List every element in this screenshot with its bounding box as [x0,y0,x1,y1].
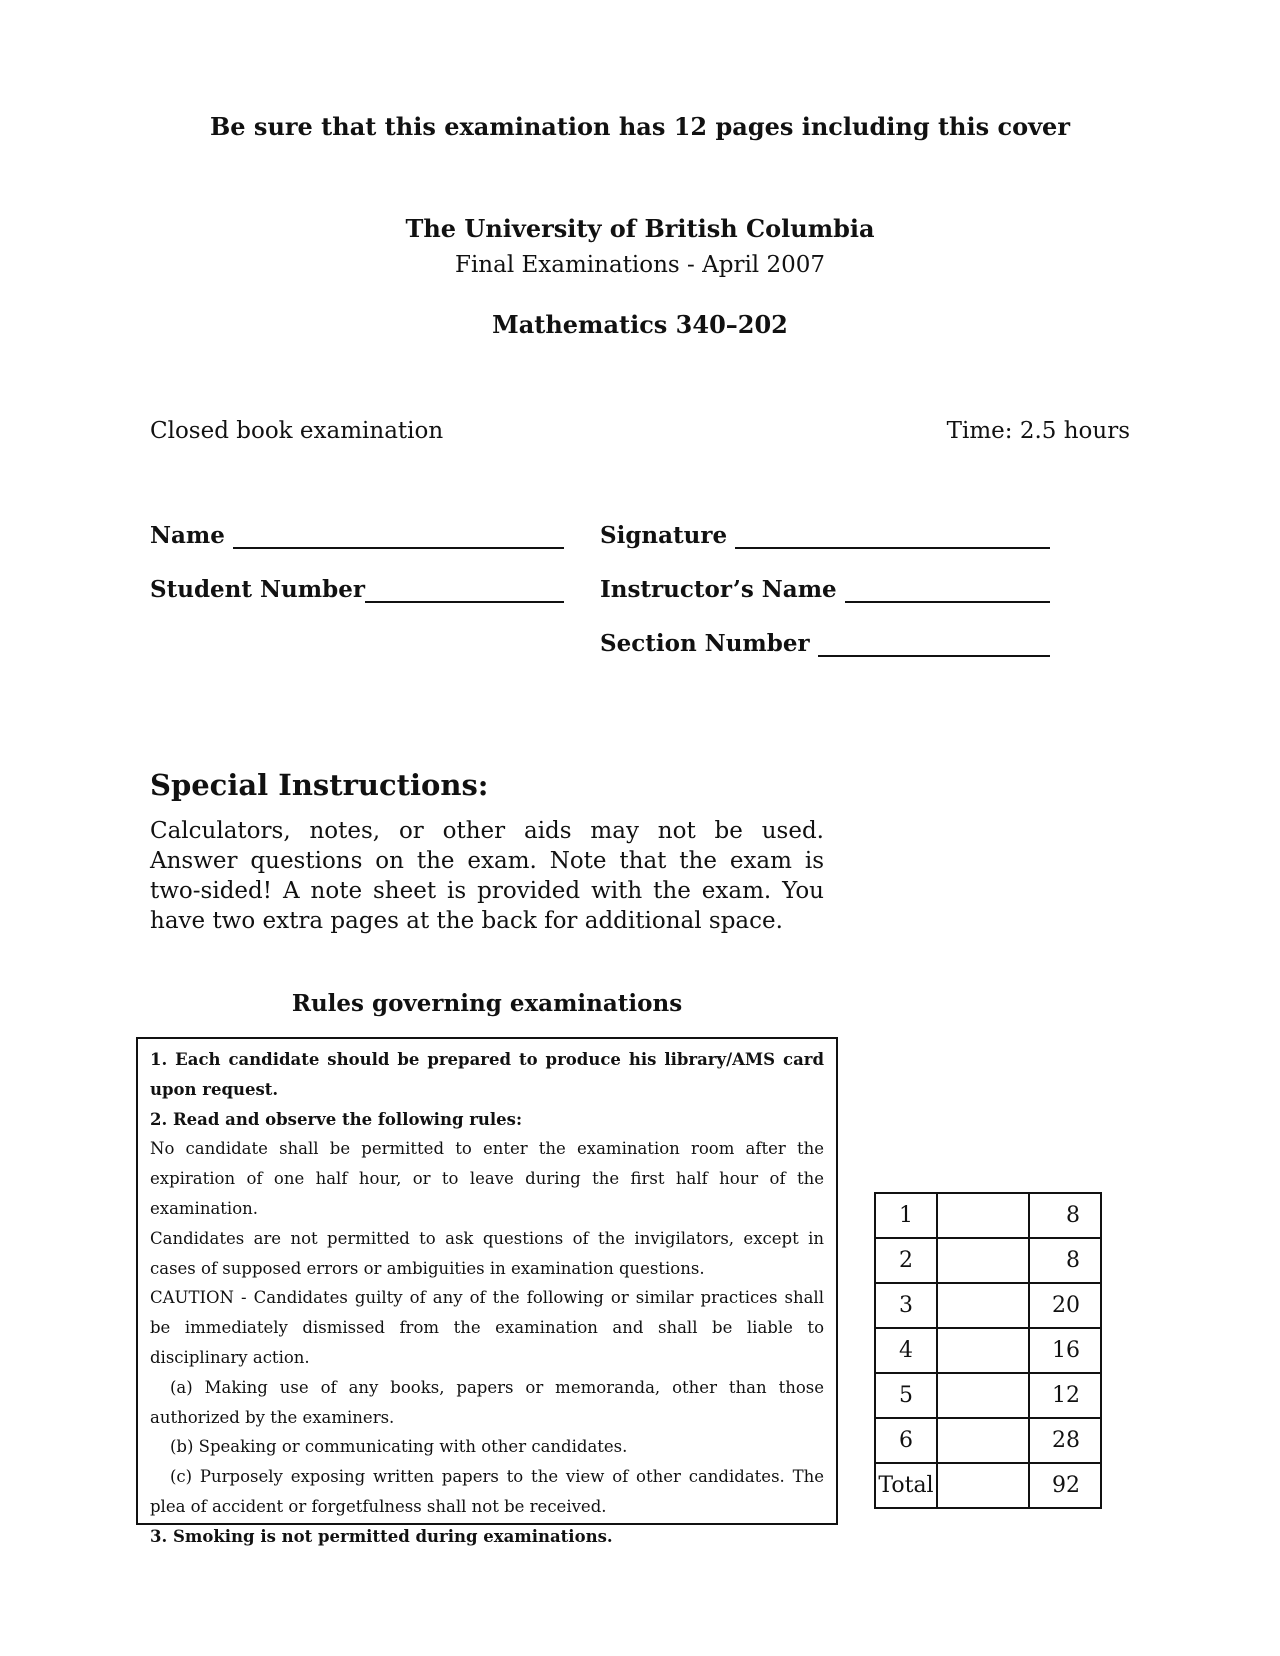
question-points: 92 [1029,1463,1101,1508]
rule-2: 2. Read and observe the following rules: [150,1109,523,1129]
university-name: The University of British Columbia [405,214,875,243]
rule-paragraph-late-entry: No candidate shall be permitted to enter the examination room after the expiration of one half hour, or to leave during the first half hour of the examination. [150,1139,824,1218]
instructor-name-field[interactable] [600,576,1050,603]
score-entry-cell[interactable] [937,1418,1029,1463]
signature-field[interactable] [600,522,1050,549]
rule-1: 1. Each candidate should be prepared to produce his library/AMS card upon request. [150,1050,824,1099]
student-number-line[interactable] [365,581,564,603]
question-points: 16 [1029,1328,1101,1373]
question-number: 2 [875,1238,937,1283]
signature-line[interactable] [735,527,1050,549]
closed-book-note: Closed book examination [150,418,444,444]
question-number: 5 [875,1373,937,1418]
rule-paragraph-caution: CAUTION - Candidates guilty of any of the following or similar practices shall be immediately dismissed from the examination and shall be liable to disciplinary action. [150,1288,824,1367]
signature-label: Signature [600,522,728,549]
question-points: 28 [1029,1418,1101,1463]
rule-3: 3. Smoking is not permitted during examinations. [150,1526,613,1546]
question-points: 8 [1029,1238,1101,1283]
question-points: 12 [1029,1373,1101,1418]
student-number-field[interactable] [150,576,564,603]
question-points: 8 [1029,1193,1101,1238]
rule-item-c: (c) Purposely exposing written papers to the view of other candidates. The plea of accident or forgetfulness shall not be received. [150,1467,824,1516]
exam-session: Final Examinations - April 2007 [454,252,825,278]
score-row [875,1238,1101,1283]
score-row [875,1283,1101,1328]
rule-paragraph-questions: Candidates are not permitted to ask questions of the invigilators, except in cases of supposed errors or ambiguities in examination questions. [150,1228,824,1278]
course-title: Mathematics 340–202 [492,310,788,339]
section-number-line[interactable] [818,635,1050,657]
score-entry-cell[interactable] [937,1328,1029,1373]
question-number: Total [875,1463,937,1508]
section-number-label: Section Number [600,630,810,657]
section-number-field[interactable] [600,630,1050,657]
question-number: 6 [875,1418,937,1463]
rule-item-b: (b) Speaking or communicating with other candidates. [170,1437,628,1457]
score-row [875,1373,1101,1418]
score-table [874,1192,1102,1509]
score-entry-cell[interactable] [937,1373,1029,1418]
rules-box [136,1037,838,1546]
name-line[interactable] [233,527,564,549]
score-row [875,1193,1101,1238]
rule-item-a: (a) Making use of any books, papers or memoranda, other than those authorized by the examiners. [150,1377,824,1427]
question-number: 1 [875,1193,937,1238]
score-row [875,1463,1101,1508]
student-number-label: Student Number [150,576,365,603]
name-field[interactable] [150,522,564,549]
score-row [875,1418,1101,1463]
score-entry-cell[interactable] [937,1238,1029,1283]
score-entry-cell[interactable] [937,1193,1029,1238]
score-entry-cell[interactable] [937,1463,1029,1508]
instructor-name-line[interactable] [845,581,1050,603]
instructor-name-label: Instructor’s Name [600,576,837,603]
special-instructions-heading: Special Instructions: [150,768,489,802]
rules-title: Rules governing examinations [291,990,683,1017]
page-count-banner: Be sure that this examination has 12 pages including this cover [210,112,1070,141]
score-row [875,1328,1101,1373]
question-points: 20 [1029,1283,1101,1328]
score-entry-cell[interactable] [937,1283,1029,1328]
question-number: 4 [875,1328,937,1373]
question-number: 3 [875,1283,937,1328]
time-limit: Time: 2.5 hours [946,418,1130,444]
special-instructions-text: Calculators, notes, or other aids may not be used. Answer questions on the exam. Note that the exam is two-sided! A note sheet is provided with the exam. You have two extra pages at the back for additional space. [150,818,824,934]
name-label: Name [150,522,225,549]
